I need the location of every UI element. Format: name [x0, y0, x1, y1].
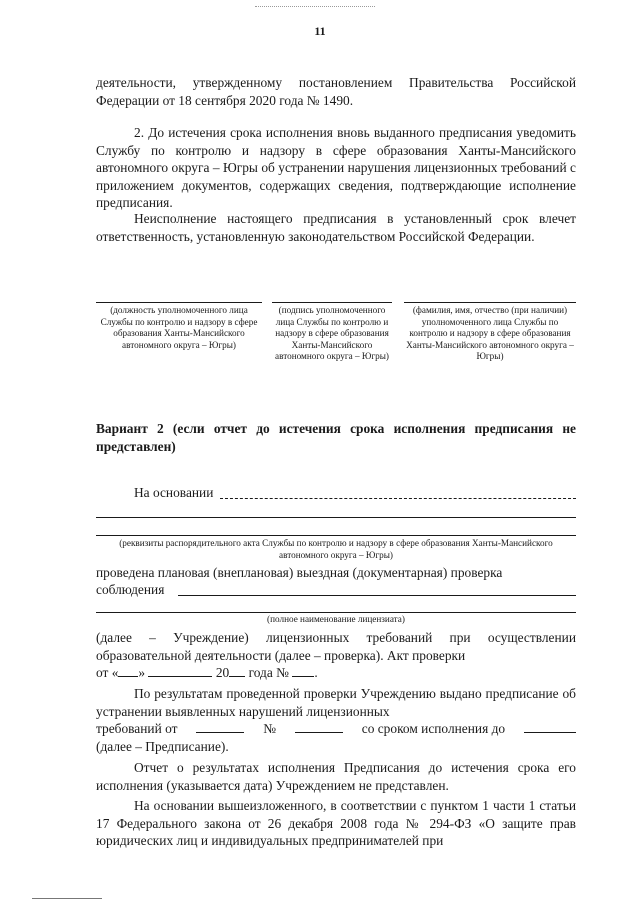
basis-fill-line — [220, 498, 576, 499]
signature-name-field — [404, 302, 576, 363]
req-from-label: требований от — [96, 721, 178, 736]
basis-label: На основании — [134, 485, 214, 500]
req-number-label: № — [263, 721, 276, 736]
req-number-blank — [295, 720, 343, 733]
basis-fill-line-3 — [96, 535, 576, 536]
scan-footer-artifact — [32, 898, 102, 899]
basis-fill-line-2 — [96, 517, 576, 518]
basis-caption: (реквизиты распорядительного акта Службы по контролю и надзору в сфере образования Ханты-Мансийского автономного округа – Югры) — [119, 538, 553, 560]
req-date-blank — [196, 720, 244, 733]
variant-2-heading: Вариант 2 (если отчет до истечения срока исполнения предписания не представлен) — [96, 421, 576, 454]
licensee-caption: (полное наименование лицензиата) — [267, 614, 405, 624]
page-number: 11 — [314, 24, 326, 38]
act-end: . — [314, 665, 318, 680]
act-day-blank — [118, 664, 138, 677]
signature-position-line — [96, 302, 262, 303]
act-number-label: года № — [248, 665, 289, 680]
signature-sign-caption: (подпись уполномоченного лица Службы по контролю и надзору в сфере образования Ханты-Мансийского автономного округа – Югры) — [275, 305, 389, 362]
act-year-prefix: 20 — [215, 665, 230, 680]
institution-paragraph: (далее – Учреждение) лицензионных требований при осуществлении образовательной деятельности (далее – проверка). Акт проверки — [96, 630, 576, 663]
signature-sign-line — [272, 302, 392, 303]
act-number-blank — [292, 664, 314, 677]
scan-artifact — [255, 6, 375, 15]
intro-paragraph: деятельности, утвержденному постановлением Правительства Российской Федерации от 18 сентября 2020 года № 1490. — [96, 75, 576, 108]
signature-name-caption: (фамилия, имя, отчество (при наличии) уполномоченного лица Службы по контролю и надзору в сфере образования Ханты-Мансийского автономного округа – Югры) — [406, 305, 574, 362]
compliance-fill-line — [178, 595, 576, 596]
prescription-abbr: (далее – Предписание). — [96, 739, 229, 754]
law-paragraph: На основании вышеизложенного, в соответствии с пунктом 1 части 1 статьи 17 Федерального закона от 26 декабря 2008 года № 294-ФЗ «О защите прав юридических лиц и индивидуальных предпринимателей при — [96, 798, 576, 848]
liability-paragraph: Неисполнение настоящего предписания в установленный срок влечет ответственность, установленную законодательством Российской Федерации. — [96, 211, 576, 244]
act-from-label: от « — [96, 665, 119, 680]
act-month-blank — [148, 664, 212, 677]
act-year-blank — [229, 664, 245, 677]
inspection-line: проведена плановая (внеплановая) выездная (документарная) проверка — [96, 565, 503, 580]
req-term-blank — [524, 720, 576, 733]
act-row — [96, 664, 576, 682]
signature-position-field — [96, 302, 262, 351]
requirements-row — [96, 720, 576, 738]
item-2-paragraph: 2. До истечения срока исполнения вновь выданного предписания уведомить Службу по контролю и надзору в сфере образования Ханты-Мансийского автономного округа – Югры об устранении нарушения лицензионных требований с приложением документов, содержащих сведения, подтверждающие исполнение предписания. — [96, 125, 576, 210]
act-quote-close: » — [138, 665, 146, 680]
signature-sign-field — [272, 302, 392, 363]
licensee-fill-line — [96, 612, 576, 613]
compliance-label: соблюдения — [96, 582, 165, 597]
results-paragraph: По результатам проведенной проверки Учреждению выдано предписание об устранении выявленных нарушений лицензионных — [96, 686, 576, 719]
report-paragraph: Отчет о результатах исполнения Предписания до истечения срока его исполнения (указывается дата) Учреждением не представлен. — [96, 760, 576, 793]
signature-name-line — [404, 302, 576, 303]
signature-position-caption: (должность уполномоченного лица Службы по контролю и надзору в сфере образования Ханты-Мансийского автономного округа – Югры) — [100, 305, 258, 350]
req-term-label: со сроком исполнения до — [361, 721, 506, 736]
